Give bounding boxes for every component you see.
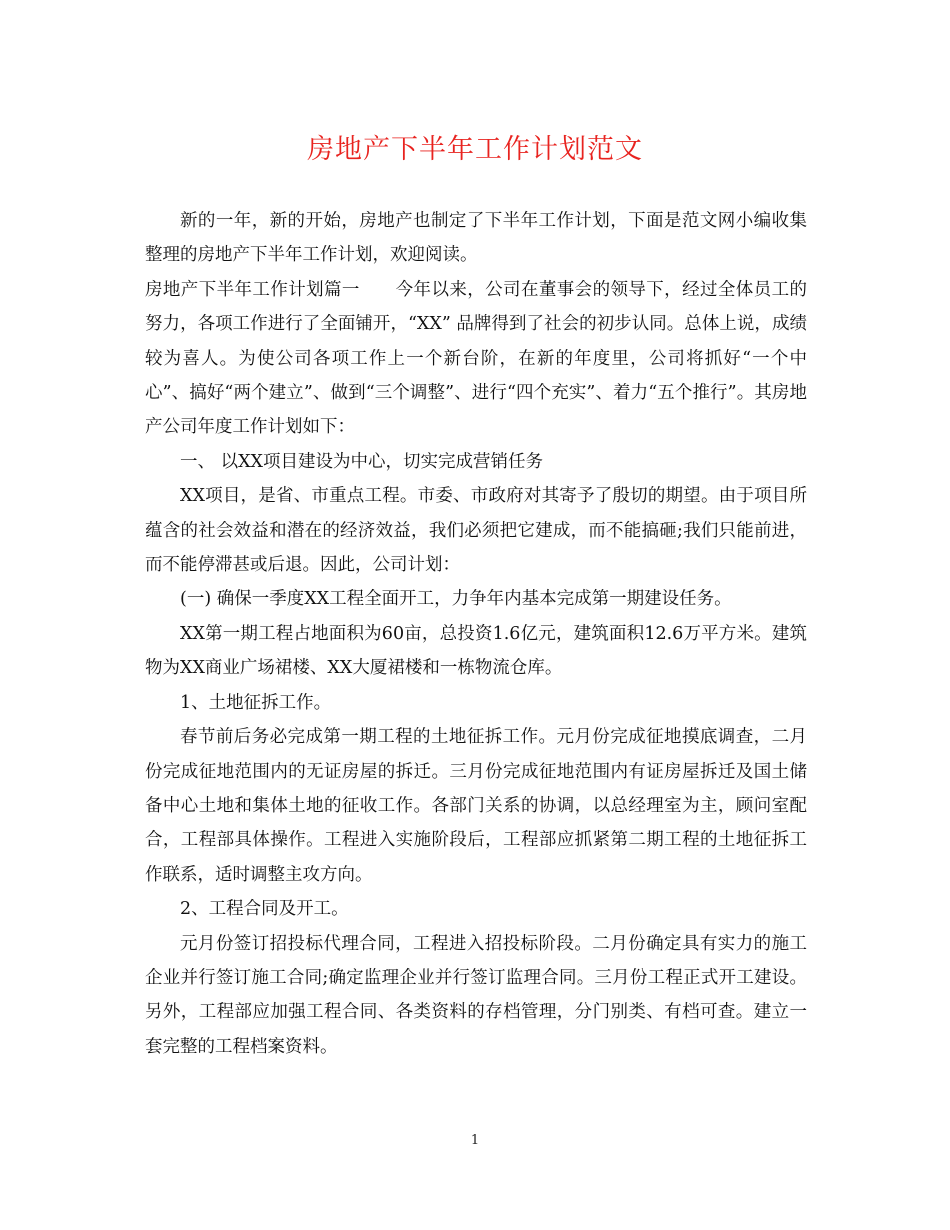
paragraph-land-acquisition: 春节前后务必完成第一期工程的土地征拆工作。元月份完成征地摸底调查，二月份完成征地范围内的无证房屋的拆迁。三月份完成征地范围内有证房屋拆迁及国土储备中心土地和集体土地的征收工作。各部门关系的协调，以总经理室为主，顾问室配合，工程部具体操作。工程进入实施阶段后，工程部应抓紧第二期工程的土地征拆工作联系，适时调整主攻方向。 bbox=[145, 727, 807, 885]
paragraph-project: XX项目，是省、市重点工程。市委、市政府对其寄予了殷切的期望。由于项目所蕴含的社会效益和潜在的经济效益，我们必须把它建成，而不能搞砸;我们只能前进，而不能停滞甚或后退。因此，公司计划： bbox=[145, 486, 807, 576]
heading-land-acquisition: 1、土地征拆工作。 bbox=[180, 692, 332, 713]
paragraph-plan-one: 房地产下半年工作计划篇一 今年以来，公司在董事会的领导下，经过全体员工的努力，各项工作进行了全面铺开，“XX” 品牌得到了社会的初步认同。总体上说，成绩较为喜人。为使公司各项工作上一个新台阶，在新的年度里，公司将抓好“一个中心”、搞好“两个建立”、做到“三个调整”、进行“四个充实”、着力“五个推行”。其房地产公司年度工作计划如下： bbox=[145, 279, 807, 438]
page-number: 1 bbox=[470, 1133, 480, 1148]
paragraph-contracts: 元月份签订招投标代理合同，工程进入招投标阶段。二月份确定具有实力的施工企业并行签订施工合同;确定监理企业并行签订监理合同。三月份工程正式开工建设。另外，工程部应加强工程合同、各类资料的存档管理，分门别类、有档可查。建立一套完整的工程档案资料。 bbox=[145, 933, 807, 1057]
document-title: 房地产下半年工作计划范文 bbox=[307, 134, 643, 165]
document-body bbox=[145, 204, 807, 1064]
paragraph-phase-one: XX第一期工程占地面积为60亩，总投资1.6亿元，建筑面积12.6万平方米。建筑物为XX商业广场裙楼、XX大厦裙楼和一栋物流仓库。 bbox=[145, 623, 807, 679]
heading-contracts: 2、工程合同及开工。 bbox=[180, 899, 349, 920]
paragraph-intro: 新的一年，新的开始，房地产也制定了下半年工作计划，下面是范文网小编收集整理的房地产下半年工作计划，欢迎阅读。 bbox=[145, 211, 807, 266]
heading-section-one: 一、 以XX项目建设为中心，切实完成营销任务 bbox=[180, 451, 543, 472]
heading-subsection-one: (一) 确保一季度XX工程全面开工，力争年内基本完成第一期建设任务。 bbox=[180, 589, 732, 610]
